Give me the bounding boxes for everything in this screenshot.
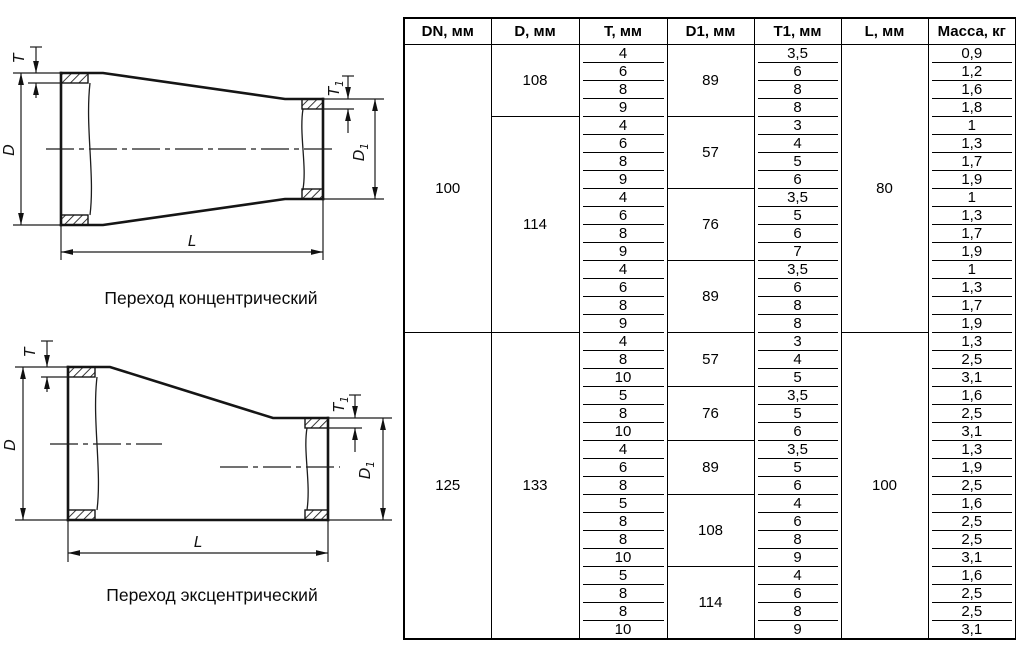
cell-m: 3,1	[928, 621, 1016, 639]
cell-t: 10	[579, 369, 667, 387]
cell-t1: 5	[754, 405, 841, 423]
cell-t1: 9	[754, 549, 841, 567]
cell-t: 10	[579, 621, 667, 639]
dim-label-l: L	[187, 232, 197, 250]
cell-m: 2,5	[928, 477, 1016, 495]
cell-t: 4	[579, 261, 667, 279]
cell-l: 100	[841, 333, 928, 639]
cell-d1: 89	[667, 261, 754, 333]
pipe-break-line	[302, 109, 304, 189]
cell-m: 1,9	[928, 243, 1016, 261]
dimension-D1	[328, 418, 392, 520]
cell-d1: 76	[667, 387, 754, 441]
cell-d: 108	[491, 45, 579, 117]
cell-m: 1,3	[928, 279, 1016, 297]
cell-m: 1	[928, 117, 1016, 135]
cell-m: 2,5	[928, 531, 1016, 549]
reducer-body	[50, 367, 340, 520]
cell-m: 2,5	[928, 603, 1016, 621]
cell-m: 2,5	[928, 513, 1016, 531]
wall-hatch	[302, 99, 323, 109]
cell-t1: 3,5	[754, 441, 841, 459]
eccentric-reducer-drawing	[0, 330, 400, 653]
cell-t: 8	[579, 225, 667, 243]
cell-t: 4	[579, 333, 667, 351]
cell-t: 8	[579, 513, 667, 531]
table-header-row	[404, 18, 1016, 45]
cell-d1: 57	[667, 117, 754, 189]
cell-t1: 4	[754, 495, 841, 513]
cell-m: 1,3	[928, 207, 1016, 225]
cell-d: 133	[491, 333, 579, 639]
cell-d: 114	[491, 117, 579, 333]
cell-t: 8	[579, 477, 667, 495]
dimension-L	[68, 521, 328, 562]
cell-t1: 5	[754, 369, 841, 387]
cell-t1: 9	[754, 621, 841, 639]
cell-t1: 4	[754, 351, 841, 369]
cell-m: 0,9	[928, 45, 1016, 63]
cell-d1: 89	[667, 45, 754, 117]
cell-t1: 3,5	[754, 189, 841, 207]
cell-t: 8	[579, 405, 667, 423]
dim-label-d: D	[0, 144, 18, 156]
cell-m: 1,9	[928, 171, 1016, 189]
header-d: D, мм	[491, 18, 579, 45]
wall-hatch	[61, 215, 88, 225]
cell-d1: 57	[667, 333, 754, 387]
cell-m: 1,3	[928, 135, 1016, 153]
cell-t1: 3,5	[754, 45, 841, 63]
cell-t: 5	[579, 387, 667, 405]
cell-t1: 8	[754, 81, 841, 99]
cell-m: 2,5	[928, 351, 1016, 369]
cell-t: 10	[579, 549, 667, 567]
dim-label-t1: $T_1$	[330, 396, 351, 412]
cell-m: 1	[928, 261, 1016, 279]
dimension-D1	[323, 99, 384, 199]
cell-t: 8	[579, 603, 667, 621]
cell-t1: 6	[754, 171, 841, 189]
cell-t1: 3,5	[754, 387, 841, 405]
cell-t: 8	[579, 153, 667, 171]
cell-t: 8	[579, 351, 667, 369]
cell-t: 8	[579, 585, 667, 603]
concentric-reducer-drawing	[0, 0, 400, 330]
cell-t: 5	[579, 495, 667, 513]
cell-t1: 5	[754, 459, 841, 477]
cell-m: 1,7	[928, 297, 1016, 315]
cell-m: 3,1	[928, 549, 1016, 567]
cell-t: 9	[579, 171, 667, 189]
dim-label-t1: $T_1$	[325, 80, 346, 96]
dim-label-l: L	[193, 533, 203, 551]
cell-t1: 4	[754, 567, 841, 585]
cell-t1: 6	[754, 477, 841, 495]
cell-t1: 6	[754, 279, 841, 297]
dim-label-d1: $D_1$	[356, 460, 377, 480]
wall-hatch	[68, 510, 95, 520]
cell-m: 1,2	[928, 63, 1016, 81]
cell-t: 4	[579, 45, 667, 63]
cell-d1: 108	[667, 495, 754, 567]
cell-t1: 8	[754, 315, 841, 333]
cell-t1: 6	[754, 63, 841, 81]
cell-t1: 4	[754, 135, 841, 153]
cell-t1: 6	[754, 513, 841, 531]
cell-t: 10	[579, 423, 667, 441]
cell-t1: 8	[754, 603, 841, 621]
cell-t: 8	[579, 297, 667, 315]
cell-m: 1,3	[928, 441, 1016, 459]
header-dn: DN, мм	[404, 18, 491, 45]
cell-m: 1,6	[928, 387, 1016, 405]
cell-t1: 8	[754, 99, 841, 117]
wall-hatch	[68, 367, 95, 377]
cell-t: 6	[579, 135, 667, 153]
cell-m: 1,7	[928, 153, 1016, 171]
dim-label-t: T	[10, 53, 28, 63]
cell-d1: 76	[667, 189, 754, 261]
cell-t1: 6	[754, 423, 841, 441]
header-l: L, мм	[841, 18, 928, 45]
cell-t1: 5	[754, 153, 841, 171]
dimension-L	[61, 200, 323, 260]
cell-t1: 3	[754, 333, 841, 351]
wall-hatch	[305, 510, 328, 520]
cell-t: 6	[579, 207, 667, 225]
dim-label-t: T	[21, 347, 39, 357]
eccentric-caption: Переход эксцентрический	[106, 585, 318, 605]
cell-t: 5	[579, 567, 667, 585]
cell-t1: 7	[754, 243, 841, 261]
cell-m: 1,8	[928, 99, 1016, 117]
cell-m: 1,6	[928, 495, 1016, 513]
header-t1: T1, мм	[754, 18, 841, 45]
cell-d1: 114	[667, 567, 754, 639]
cell-m: 1	[928, 189, 1016, 207]
header-t: T, мм	[579, 18, 667, 45]
cell-m: 2,5	[928, 585, 1016, 603]
cell-t1: 6	[754, 225, 841, 243]
cell-dn: 100	[404, 45, 491, 333]
cell-m: 1,3	[928, 333, 1016, 351]
cell-t1: 3,5	[754, 261, 841, 279]
cell-l: 80	[841, 45, 928, 333]
cell-t: 9	[579, 99, 667, 117]
cell-t: 8	[579, 81, 667, 99]
cell-m: 1,6	[928, 567, 1016, 585]
cell-t: 8	[579, 531, 667, 549]
dimensions-table	[403, 17, 1016, 640]
cell-t: 9	[579, 243, 667, 261]
cell-t1: 6	[754, 585, 841, 603]
cell-t: 4	[579, 117, 667, 135]
wall-hatch	[61, 73, 88, 83]
cell-m: 3,1	[928, 369, 1016, 387]
cell-m: 2,5	[928, 405, 1016, 423]
cell-m: 1,9	[928, 315, 1016, 333]
cell-t: 4	[579, 189, 667, 207]
cell-t1: 8	[754, 297, 841, 315]
table-row	[404, 45, 1016, 63]
concentric-caption: Переход концентрический	[104, 288, 318, 308]
cell-t: 9	[579, 315, 667, 333]
cell-m: 1,9	[928, 459, 1016, 477]
header-d1: D1, мм	[667, 18, 754, 45]
wall-hatch	[305, 418, 328, 428]
cell-t1: 8	[754, 531, 841, 549]
dim-label-d: D	[1, 439, 19, 451]
cell-dn: 125	[404, 333, 491, 639]
cell-m: 1,7	[928, 225, 1016, 243]
cell-d1: 89	[667, 441, 754, 495]
header-mass: Масса, кг	[928, 18, 1016, 45]
reducer-body	[46, 73, 336, 225]
table-row	[404, 333, 1016, 351]
dim-label-d1: $D_1$	[350, 142, 371, 162]
wall-hatch	[302, 189, 323, 199]
cell-t: 6	[579, 279, 667, 297]
cell-t: 4	[579, 441, 667, 459]
cell-t1: 3	[754, 117, 841, 135]
cell-t1: 5	[754, 207, 841, 225]
cell-m: 1,6	[928, 81, 1016, 99]
cell-t: 6	[579, 63, 667, 81]
cell-t: 6	[579, 459, 667, 477]
pipe-break-line	[306, 428, 308, 510]
cell-m: 3,1	[928, 423, 1016, 441]
